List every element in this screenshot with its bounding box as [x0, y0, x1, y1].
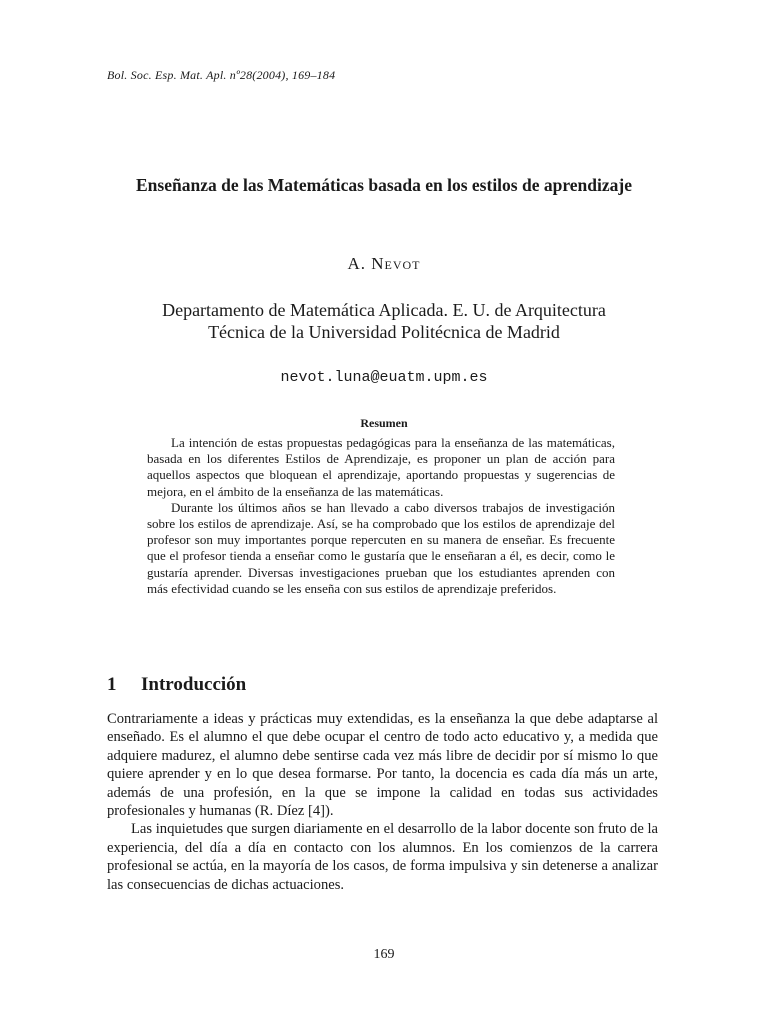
- section-body: [107, 710, 658, 894]
- author-email: nevot.luna@euatm.upm.es: [280, 369, 488, 386]
- abstract-paragraph: Durante los últimos años se han llevado a cabo diversos trabajos de investigación sobre los estilos de aprendizaje. Así, se ha comprobado que los estilos de aprendizaje del profesor son muy importantes porque repercuten en su manera de enseñar. Es frecuente que el profesor tienda a enseñar como le gustaría que le enseñaran a él, es decir, como le gustaría aprender. Diversas investigaciones prueban que los estudiantes aprenden con más efectividad cuando se les enseña con sus estilos de aprendizaje preferidos.: [147, 499, 615, 596]
- journal-reference: Bol. Soc. Esp. Mat. Apl. nº28(2004), 169–184: [107, 68, 336, 82]
- page-number: 169: [373, 947, 395, 962]
- body-paragraph: Contrariamente a ideas y prácticas muy extendidas, es la enseñanza la que debe adaptarse al enseñado. Es el alumno el que debe ocupar el centro de todo acto educativo y, a medida que adquiere madurez, el alumno debe sentirse cada vez más libre de decidir por sí mismo lo que quiere aprender y en lo que desea formarse. Por tanto, la docencia es cada día más un arte, además de una profesión, en la que se impone la calidad en todas sus actividades profesionales y humanas (R. Díez [4]).: [107, 711, 658, 820]
- abstract-body: [147, 435, 615, 597]
- abstract-paragraph: La intención de estas propuestas pedagógicas para la enseñanza de las matemáticas, basada en los diferentes Estilos de Aprendizaje, es proponer un plan de acción para aquellos aspectos que bloquean el aprendizaje, aportando propuestas y sugerencias de mejora, en el ámbito de la enseñanza de las matemáticas.: [147, 435, 615, 499]
- article-title: Enseñanza de las Matemáticas basada en los estilos de aprendizaje: [136, 175, 632, 195]
- author-affiliation: [80, 299, 688, 343]
- section-title: Introducción: [141, 674, 247, 695]
- author-name: A. Nevot: [347, 254, 421, 273]
- abstract-heading: Resumen: [360, 416, 408, 430]
- section-number: 1: [107, 674, 117, 695]
- section-heading: [107, 674, 246, 696]
- body-paragraph: Las inquietudes que surgen diariamente en el desarrollo de la labor docente son fruto de la experiencia, del día a día en contacto con los alumnos. En los comienzos de la carrera profesional se actúa, en la mayoría de los casos, de forma impulsiva y sin detenerse a analizar las consecuencias de dichas actuaciones.: [107, 821, 658, 893]
- affiliation-line-1: Departamento de Matemática Aplicada. E. U. de Arquitectura: [162, 300, 606, 320]
- affiliation-line-2: Técnica de la Universidad Politécnica de Madrid: [208, 322, 560, 342]
